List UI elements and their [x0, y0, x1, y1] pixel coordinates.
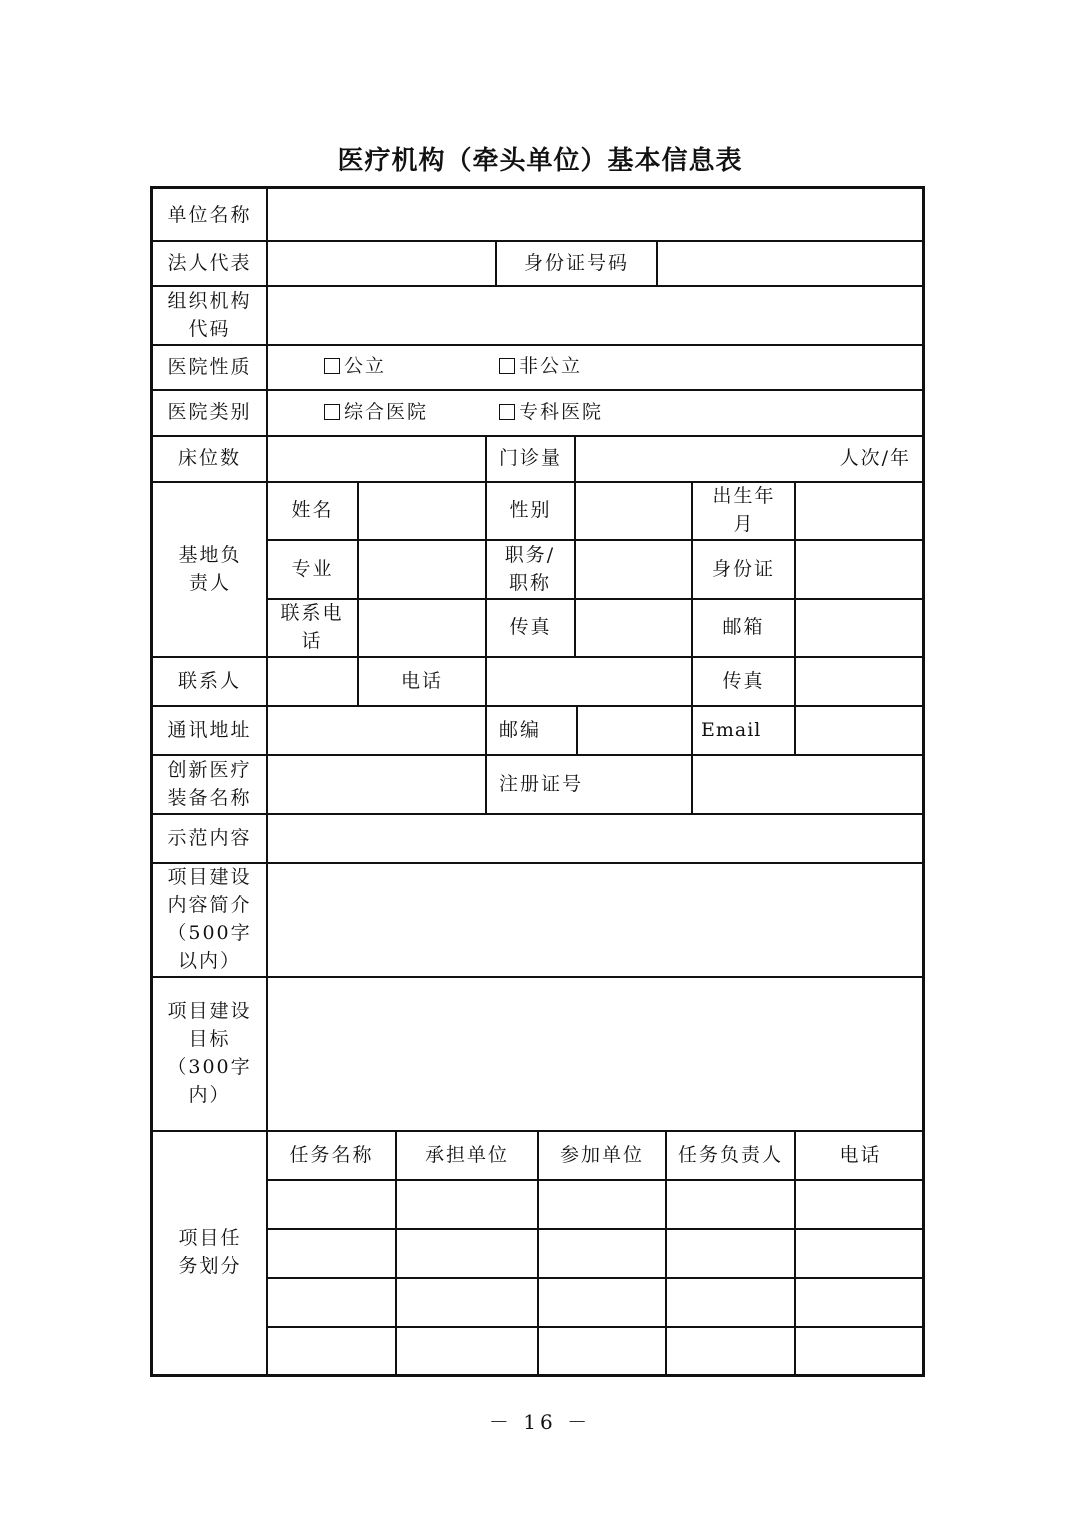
label-head-gender: 性别 — [509, 499, 552, 521]
label-head-mailbox: 邮箱 — [722, 616, 765, 638]
task-header-name: 任务名称 — [289, 1143, 374, 1166]
head-contact-phone-field[interactable] — [359, 598, 485, 656]
task-header-undertaking-unit: 承担单位 — [424, 1143, 509, 1166]
label-email: Email — [701, 718, 762, 741]
label-project-intro: 项目建设内容简介（500字以内） — [167, 866, 252, 972]
label-demo-content: 示范内容 — [167, 826, 252, 849]
legal-rep-field[interactable] — [268, 240, 495, 285]
email-field[interactable] — [796, 705, 925, 754]
outpatient-field[interactable]: 人次/年 — [839, 447, 911, 469]
label-id-number: 身份证号码 — [523, 251, 629, 274]
task-header-phone: 电话 — [839, 1143, 882, 1166]
form-title: 医疗机构（牵头单位）基本信息表 — [337, 146, 743, 176]
head-title-field[interactable] — [576, 539, 691, 598]
fax-field[interactable] — [796, 656, 925, 705]
checkbox-icon[interactable] — [324, 358, 340, 374]
label-contact-person: 联系人 — [177, 669, 241, 692]
demo-content-field[interactable] — [268, 813, 925, 862]
label-legal-rep: 法人代表 — [167, 251, 252, 274]
head-id-card-field[interactable] — [796, 539, 925, 598]
equipment-name-field[interactable] — [268, 754, 485, 813]
label-base-head: 基地负责人 — [178, 543, 242, 594]
label-beds: 床位数 — [177, 447, 241, 469]
head-gender-field[interactable] — [576, 481, 691, 539]
label-head-name: 姓名 — [291, 499, 334, 521]
label-head-fax: 传真 — [509, 616, 552, 638]
label-head-birth: 出生年月 — [712, 485, 776, 535]
table-row[interactable] — [268, 1277, 925, 1326]
label-org-code: 组织机构代码 — [167, 289, 252, 340]
task-header-participating-unit: 参加单位 — [559, 1143, 644, 1166]
head-fax-field[interactable] — [576, 598, 691, 656]
label-hospital-type: 医院类别 — [167, 401, 252, 423]
table-row[interactable] — [268, 1179, 925, 1228]
beds-field[interactable] — [268, 435, 485, 481]
project-intro-field[interactable] — [268, 862, 925, 976]
label-project-goal: 项目建设目标（300字内） — [167, 1000, 252, 1106]
head-name-field[interactable] — [359, 481, 485, 539]
label-fax: 传真 — [722, 669, 765, 692]
table-row[interactable] — [268, 1228, 925, 1277]
unit-name-field[interactable] — [268, 189, 925, 240]
label-head-title: 职务/职称 — [504, 543, 556, 594]
address-field[interactable] — [268, 705, 485, 754]
task-header-task-lead: 任务负责人 — [677, 1143, 783, 1166]
label-head-contact-phone: 联系电话 — [280, 602, 344, 652]
page-number: － 16 － — [488, 1410, 592, 1434]
checkbox-icon[interactable] — [499, 404, 515, 420]
label-head-major: 专业 — [291, 557, 334, 580]
checkbox-icon[interactable] — [324, 404, 340, 420]
contact-person-field[interactable] — [268, 656, 357, 705]
label-address: 通讯地址 — [167, 718, 252, 741]
basic-info-form — [150, 186, 925, 1377]
option-general-hospital[interactable]: 综合医院 — [324, 398, 428, 426]
head-major-field[interactable] — [359, 539, 485, 598]
head-birth-field[interactable] — [796, 481, 925, 539]
reg-number-field[interactable] — [693, 754, 925, 813]
postcode-field[interactable] — [578, 705, 691, 754]
checkbox-icon[interactable] — [499, 358, 515, 374]
label-postcode: 邮编 — [499, 718, 542, 741]
label-outpatient: 门诊量 — [498, 447, 562, 469]
phone-field[interactable] — [487, 656, 691, 705]
label-equipment-name: 创新医疗装备名称 — [167, 758, 252, 809]
label-head-id-card: 身份证 — [711, 557, 775, 580]
table-row[interactable] — [268, 1326, 925, 1374]
id-number-field[interactable] — [658, 240, 925, 285]
label-task-division: 项目任务划分 — [178, 1227, 242, 1277]
project-goal-field[interactable] — [268, 976, 925, 1130]
label-unit-name: 单位名称 — [167, 203, 252, 226]
label-hospital-nature: 医院性质 — [167, 355, 252, 378]
option-non-public[interactable]: 非公立 — [499, 352, 582, 380]
label-phone: 电话 — [400, 669, 443, 692]
option-public[interactable]: 公立 — [324, 352, 386, 380]
org-code-field[interactable] — [268, 285, 925, 344]
head-mailbox-field[interactable] — [796, 598, 925, 656]
label-reg-number: 注册证号 — [499, 772, 584, 795]
option-specialty-hospital[interactable]: 专科医院 — [499, 398, 603, 426]
